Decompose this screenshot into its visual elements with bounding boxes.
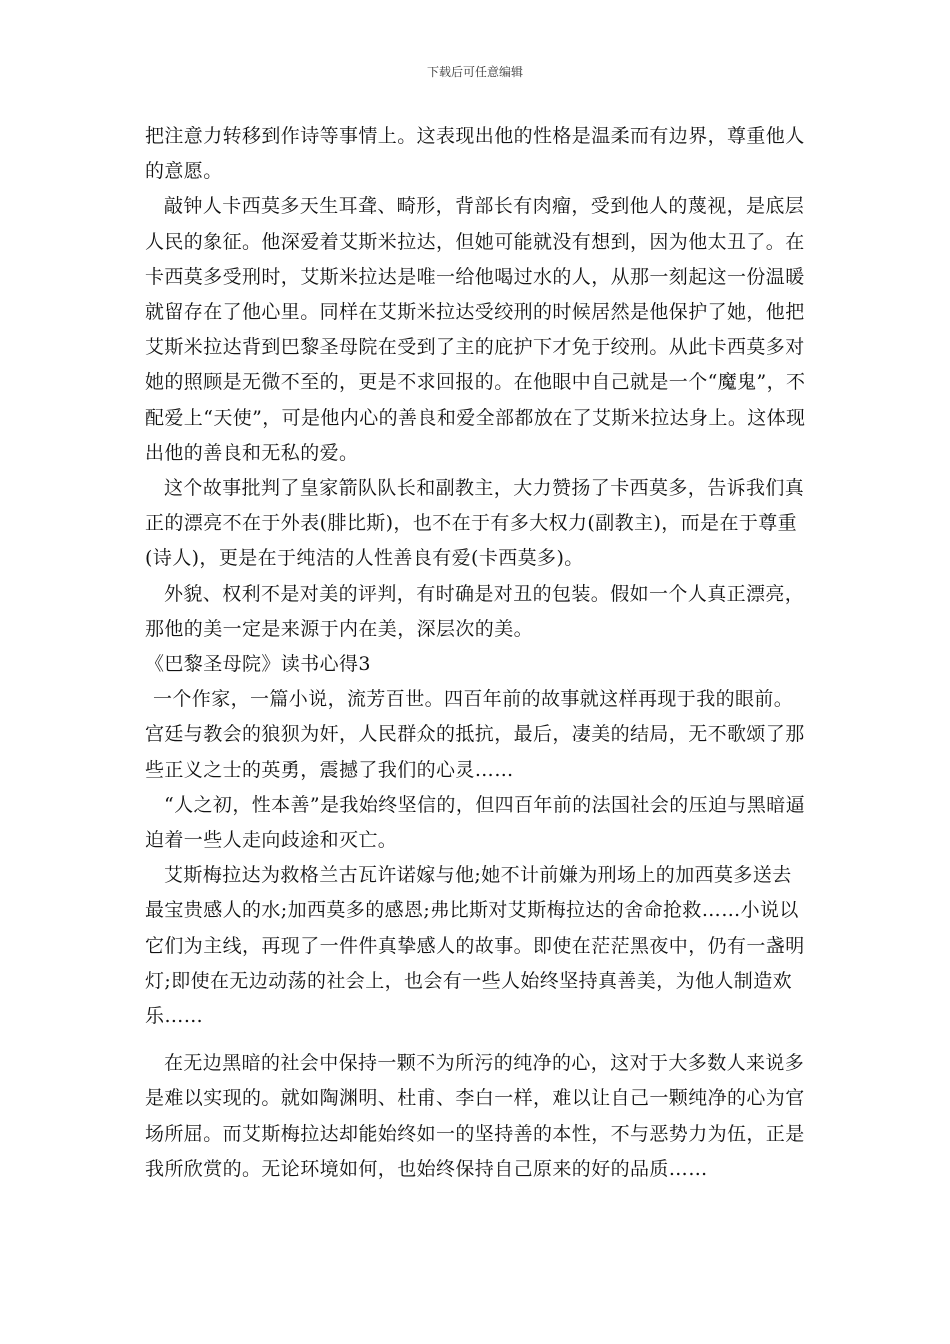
document-body [145,119,807,1187]
paragraph-intro: 一个作家，一篇小说，流芳百世。四百年前的故事就这样再现于我的眼前。宫廷与教会的狼狈为奸，人民群众的抵抗，最后，凄美的结局，无不歌颂了那些正义之士的英勇，震撼了我们的心灵…… [145,688,805,781]
paragraph-continuation: 把注意力转移到作诗等事情上。这表现出他的性格是温柔而有边界，尊重他人的意愿。 [145,125,805,183]
paragraph-human-nature: “人之初，性本善”是我始终坚信的，但四百年前的法国社会的压迫与黑暗逼迫着一些人走向歧途和灭亡。 [145,793,806,852]
paragraph-storylines: 艾斯梅拉达为救格兰古瓦许诺嫁与他;她不计前嫌为刑场上的加西莫多送去最宝贵感人的水;加西莫多的感恩;弗比斯对艾斯梅拉达的舍命抢救……小说以它们为主线，再现了一件件真挚感人的故事。即使在茫茫黑夜中，仍有一盏明灯;即使在无边动荡的社会上，也会有一些人始终坚持真善美，为他人制造欢乐…… [145,864,805,1028]
page-header: 下载后可任意编辑 [426,65,523,79]
section-title: 《巴黎圣母院》读书心得3 [145,653,371,676]
paragraph-criticism: 这个故事批判了皇家箭队队长和副教主，大力赞扬了卡西莫多，告诉我们真正的漂亮不在于外表(腓比斯)，也不在于有多大权力(副教主)，而是在于尊重(诗人)，更是在于纯洁的人性善良有爱(卡西莫多)。 [145,477,805,570]
paragraph-quasimodo: 敲钟人卡西莫多天生耳聋、畸形，背部长有肉瘤，受到他人的蔑视，是底层人民的象征。他深爱着艾斯米拉达，但她可能就没有想到，因为他太丑了。在卡西莫多受刑时，艾斯米拉达是唯一给他喝过水的人，从那一刻起这一份温暖就留存在了他心里。同样在艾斯米拉达受绞刑的时候居然是他保护了她，他把艾斯米拉达背到巴黎圣母院在受到了主的庇护下才免于绞刑。从此卡西莫多对她的照顾是无微不至的，更是不求回报的。在他眼中自己就是一个“魔鬼”，不配爱上“天使”，可是他内心的善良和爱全部都放在了艾斯米拉达身上。这体现出他的善良和无私的爱。 [145,195,806,464]
paragraph-pure-heart: 在无边黑暗的社会中保持一颗不为所污的纯净的心，这对于大多数人来说多是难以实现的。就如陶渊明、杜甫、李白一样，难以让自己一颗纯净的心为官场所屈。而艾斯梅拉达却能始终如一的坚持善的本性，不与恶势力为伍，正是我所欣赏的。无论环境如何，也始终保持自己原来的好的品质…… [145,1052,805,1180]
paragraph-inner-beauty: 外貌、权利不是对美的评判，有时确是对丑的包装。假如一个人真正漂亮，那他的美一定是来源于内在美，深层次的美。 [145,582,805,640]
